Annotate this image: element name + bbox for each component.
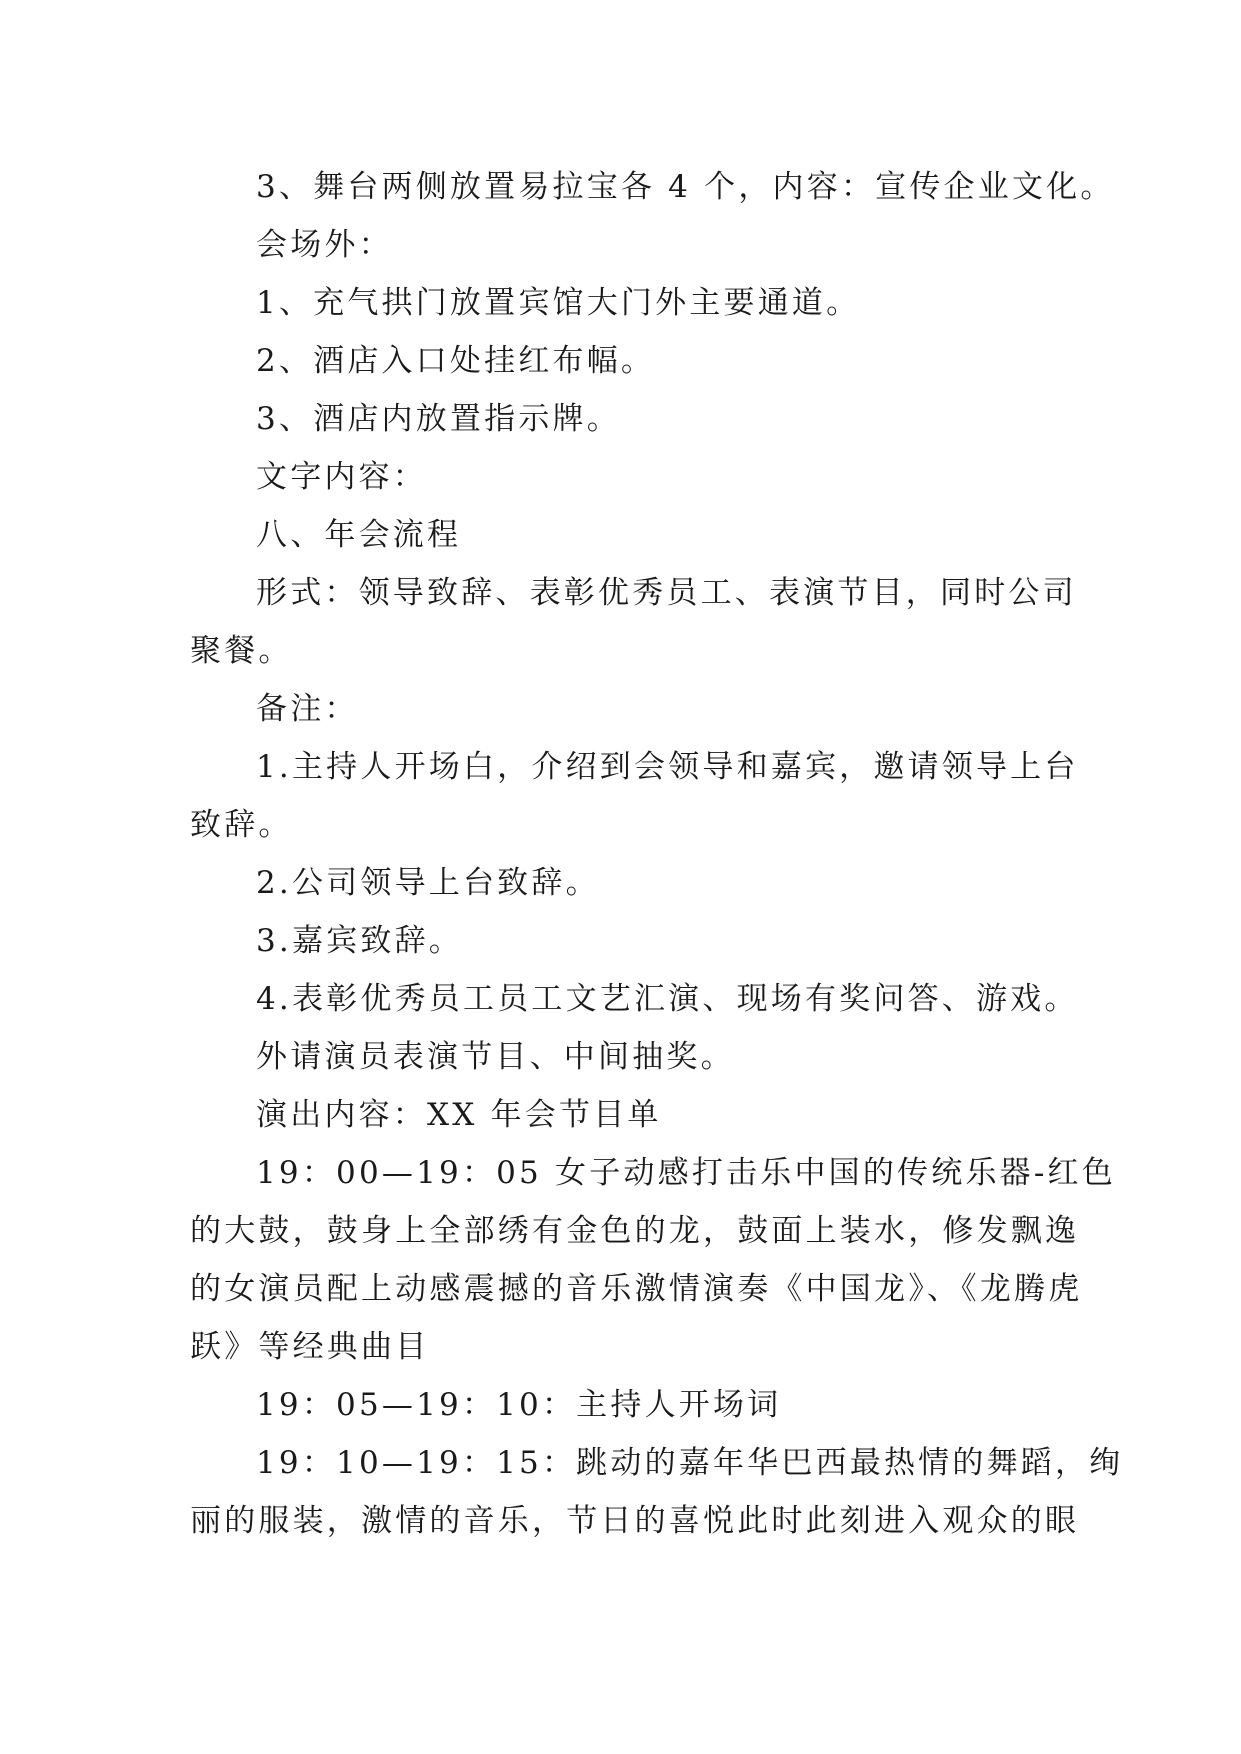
text-line: 会场外： xyxy=(256,227,393,263)
text-line: 聚餐。 xyxy=(190,633,293,669)
text-line: 4.表彰优秀员工员工文艺汇演、现场有奖问答、游戏。 xyxy=(256,981,1079,1017)
text-line: 备注： xyxy=(256,691,359,727)
text-line: 形式：领导致辞、表彰优秀员工、表演节目，同时公司 xyxy=(256,575,1077,611)
text-line: 1、充气拱门放置宾馆大门外主要通道。 xyxy=(256,285,861,321)
text-line: 3、舞台两侧放置易拉宝各 4 个，内容：宣传企业文化。 xyxy=(256,169,1115,205)
text-line: 跃》等经典曲目 xyxy=(190,1329,430,1365)
text-line: 3、酒店内放置指示牌。 xyxy=(256,401,621,437)
text-line: 丽的服装，激情的音乐，节日的喜悦此时此刻进入观众的眼 xyxy=(190,1503,1080,1539)
section-heading: 八、年会流程 xyxy=(256,517,462,553)
text-line: 的女演员配上动感震撼的音乐激情演奏《中国龙》、《龙腾虎 xyxy=(190,1271,1083,1307)
text-line: 2、酒店入口处挂红布幅。 xyxy=(256,343,656,379)
text-line: 3.嘉宾致辞。 xyxy=(256,923,463,959)
text-line: 致辞。 xyxy=(190,807,293,843)
text-line: 文字内容： xyxy=(256,459,427,495)
text-line: 19：00—19：05 女子动感打击乐中国的传统乐器-红色 xyxy=(256,1155,1116,1191)
text-line: 2.公司领导上台致辞。 xyxy=(256,865,600,901)
text-line: 的大鼓，鼓身上全部绣有金色的龙，鼓面上装水，修发飘逸 xyxy=(190,1213,1080,1249)
text-line: 19：10—19：15：跳动的嘉年华巴西最热情的舞蹈，绚 xyxy=(256,1445,1124,1481)
text-line: 演出内容：XX 年会节目单 xyxy=(256,1097,662,1133)
text-line: 外请演员表演节目、中间抽奖。 xyxy=(256,1039,735,1075)
text-line: 19：05—19：10：主持人开场词 xyxy=(256,1387,782,1423)
text-line: 1.主持人开场白，介绍到会领导和嘉宾，邀请领导上台 xyxy=(256,749,1079,785)
